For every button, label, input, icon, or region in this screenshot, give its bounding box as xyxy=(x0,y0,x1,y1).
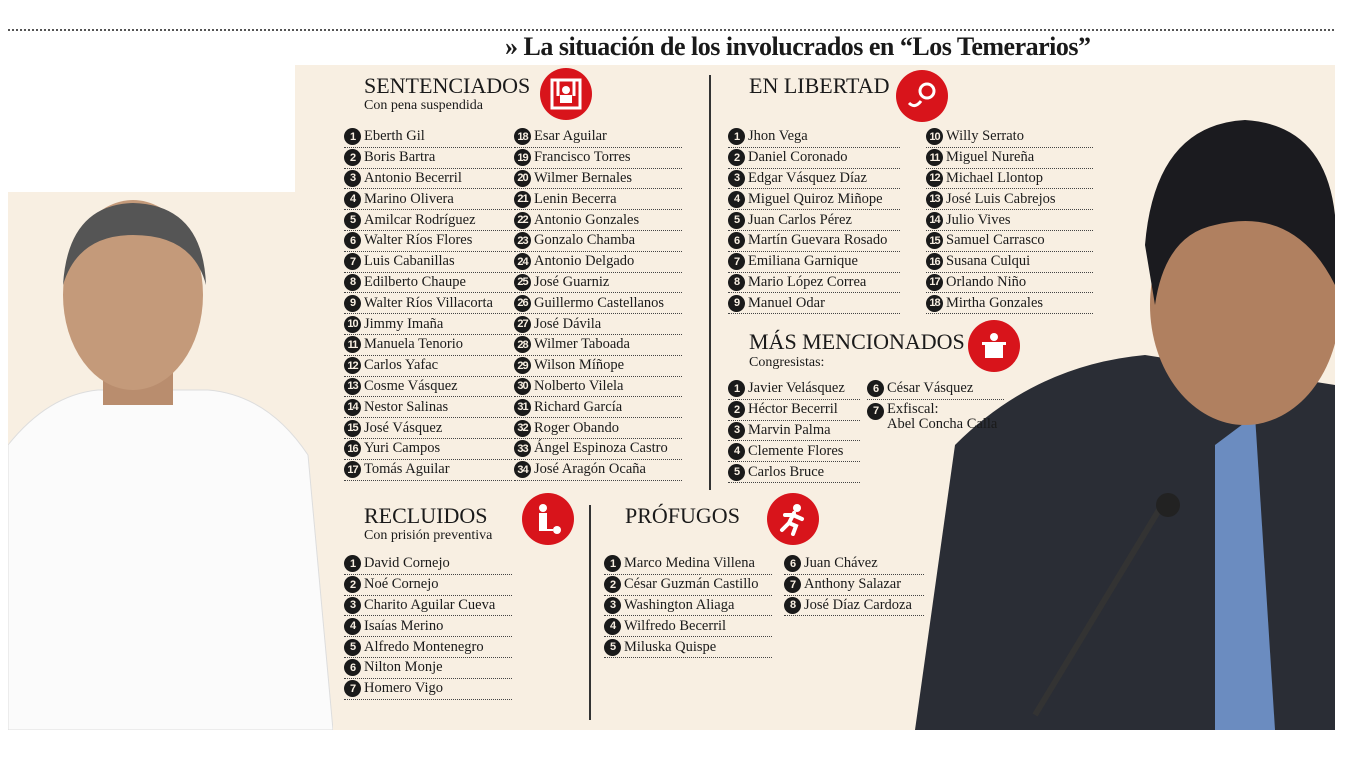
list-number: 9 xyxy=(728,295,745,312)
list-number: 24 xyxy=(514,253,531,270)
podium-speaker-icon xyxy=(968,320,1020,372)
person-name: Cosme Vásquez xyxy=(364,377,458,394)
libertad-heading: EN LIBERTAD xyxy=(749,73,890,98)
list-number: 5 xyxy=(728,464,745,481)
list-number: 23 xyxy=(514,232,531,249)
list-item xyxy=(514,189,682,210)
list-item xyxy=(728,169,900,190)
list-item xyxy=(728,210,900,231)
list-number: 12 xyxy=(344,357,361,374)
sentenciados-heading: SENTENCIADOS xyxy=(364,73,531,98)
list-number: 10 xyxy=(926,128,943,145)
list-item xyxy=(604,554,772,575)
person-name: Emiliana Garnique xyxy=(748,253,858,270)
person-name: Wilson Míñope xyxy=(534,357,625,374)
person-name: Clemente Flores xyxy=(748,442,844,459)
list-number: 5 xyxy=(344,639,361,656)
person-name: Manuela Tenorio xyxy=(364,336,463,353)
list-number: 17 xyxy=(344,461,361,478)
list-item xyxy=(926,189,1093,210)
person-name: César Guzmán Castillo xyxy=(624,576,759,593)
person-name: Javier Velásquez xyxy=(748,380,845,397)
list-number: 10 xyxy=(344,316,361,333)
list-number: 21 xyxy=(514,191,531,208)
mencionados-list-1 xyxy=(728,379,860,483)
left-person-photo xyxy=(8,195,333,730)
list-number: 7 xyxy=(344,680,361,697)
recluidos-list xyxy=(344,554,512,700)
list-number: 28 xyxy=(514,336,531,353)
person-name: Wilmer Taboada xyxy=(534,336,630,353)
list-item xyxy=(344,439,512,460)
profugos-list-1 xyxy=(604,554,772,658)
list-number: 8 xyxy=(728,274,745,291)
person-name: Esar Aguilar xyxy=(534,128,607,145)
list-item xyxy=(344,575,512,596)
list-number: 16 xyxy=(926,253,943,270)
list-item xyxy=(784,554,924,575)
list-item xyxy=(728,293,900,314)
list-item xyxy=(728,441,860,462)
list-item xyxy=(926,273,1093,294)
list-item xyxy=(344,679,512,700)
list-number: 3 xyxy=(344,597,361,614)
person-name: José Luis Cabrejos xyxy=(946,190,1056,207)
person-name: Nestor Salinas xyxy=(364,398,449,415)
list-item xyxy=(514,397,682,418)
person-name: Juan Carlos Pérez xyxy=(748,211,852,228)
person-name: Lenin Becerra xyxy=(534,190,617,207)
list-number: 26 xyxy=(514,295,531,312)
top-dotted-rule xyxy=(8,29,1334,31)
list-item xyxy=(514,314,682,335)
list-item xyxy=(728,462,860,483)
section-divider xyxy=(589,505,591,720)
list-item xyxy=(344,460,512,481)
list-number: 3 xyxy=(604,597,621,614)
person-name: Boris Bartra xyxy=(364,149,436,166)
list-number: 16 xyxy=(344,440,361,457)
list-number: 18 xyxy=(514,128,531,145)
column-divider xyxy=(709,75,711,490)
list-number: 30 xyxy=(514,378,531,395)
list-item xyxy=(344,252,512,273)
list-item xyxy=(344,616,512,637)
person-name: Ángel Espinoza Castro xyxy=(534,440,668,457)
list-item xyxy=(867,379,1004,400)
person-name: Héctor Becerril xyxy=(748,401,838,418)
list-number: 4 xyxy=(604,618,621,635)
person-name: Roger Obando xyxy=(534,419,619,436)
person-name: Tomás Aguilar xyxy=(364,461,450,478)
list-number: 7 xyxy=(867,403,884,420)
person-name: Homero Vigo xyxy=(364,680,444,697)
exfiscal-name: Abel Concha Calla xyxy=(887,416,998,432)
person-name: Antonio Gonzales xyxy=(534,211,640,228)
person-name: Walter Ríos Flores xyxy=(364,232,473,249)
list-item xyxy=(344,637,512,658)
list-number: 18 xyxy=(926,295,943,312)
person-name: César Vásquez xyxy=(887,380,974,397)
list-number: 5 xyxy=(604,639,621,656)
list-number: 5 xyxy=(344,212,361,229)
person-name: Nilton Monje xyxy=(364,659,443,676)
list-item xyxy=(926,252,1093,273)
list-item xyxy=(926,148,1093,169)
person-name: Martín Guevara Rosado xyxy=(748,232,888,249)
list-item xyxy=(728,231,900,252)
list-number: 15 xyxy=(344,420,361,437)
person-name: Juan Chávez xyxy=(804,555,878,572)
list-number: 20 xyxy=(514,170,531,187)
person-name: Samuel Carrasco xyxy=(946,232,1045,249)
person-name: Yuri Campos xyxy=(364,440,441,457)
person-name: Charito Aguilar Cueva xyxy=(364,596,496,613)
person-name: Eberth Gil xyxy=(364,128,425,145)
person-name: Jhon Vega xyxy=(748,128,808,145)
list-item xyxy=(344,596,512,617)
list-number: 11 xyxy=(926,149,943,166)
list-number: 27 xyxy=(514,316,531,333)
list-item xyxy=(514,439,682,460)
person-name: Luis Cabanillas xyxy=(364,253,455,270)
list-item xyxy=(344,335,512,356)
libertad-list-1 xyxy=(728,127,900,314)
list-number: 13 xyxy=(926,191,943,208)
person-name: Francisco Torres xyxy=(534,149,631,166)
list-item xyxy=(344,293,512,314)
list-number: 7 xyxy=(344,253,361,270)
person-name: Noé Cornejo xyxy=(364,576,439,593)
person-name: Nolberto Vilela xyxy=(534,377,624,394)
mencionados-list-2 xyxy=(867,379,1004,400)
person-name: Carlos Yafac xyxy=(364,357,439,374)
list-number: 6 xyxy=(784,555,801,572)
list-number: 3 xyxy=(344,170,361,187)
list-number: 2 xyxy=(344,149,361,166)
list-number: 34 xyxy=(514,461,531,478)
list-number: 25 xyxy=(514,274,531,291)
exfiscal-entry xyxy=(867,402,1004,432)
list-item xyxy=(514,460,682,481)
list-item xyxy=(344,658,512,679)
list-number: 8 xyxy=(344,274,361,291)
list-item xyxy=(344,210,512,231)
list-item xyxy=(784,575,924,596)
person-name: Miguel Quiroz Miñope xyxy=(748,190,883,207)
list-number: 6 xyxy=(344,232,361,249)
person-name: Miluska Quispe xyxy=(624,638,717,655)
list-number: 17 xyxy=(926,274,943,291)
list-number: 3 xyxy=(728,170,745,187)
person-name: José Vásquez xyxy=(364,419,443,436)
person-name: Isaías Merino xyxy=(364,617,444,634)
list-number: 1 xyxy=(344,128,361,145)
mencionados-heading: MÁS MENCIONADOS xyxy=(749,329,965,354)
person-name: Antonio Delgado xyxy=(534,253,635,270)
person-name: Miguel Nureña xyxy=(946,149,1035,166)
list-number: 13 xyxy=(344,378,361,395)
open-handcuffs-icon xyxy=(896,70,948,122)
list-number: 8 xyxy=(784,597,801,614)
prisoner-ball-chain-icon xyxy=(522,493,574,545)
list-item xyxy=(514,273,682,294)
exfiscal-label: Exfiscal: xyxy=(887,401,939,417)
list-number: 7 xyxy=(728,253,745,270)
mencionados-subheading: Congresistas: xyxy=(749,355,825,370)
list-number: 15 xyxy=(926,232,943,249)
list-number: 6 xyxy=(344,659,361,676)
list-number: 4 xyxy=(344,191,361,208)
list-item xyxy=(728,127,900,148)
person-name: Mario López Correa xyxy=(748,273,867,290)
list-number: 1 xyxy=(728,380,745,397)
list-item xyxy=(514,210,682,231)
list-item xyxy=(344,231,512,252)
list-item xyxy=(926,127,1093,148)
list-number: 4 xyxy=(344,618,361,635)
profugos-list-2 xyxy=(784,554,924,616)
list-item xyxy=(926,169,1093,190)
list-item xyxy=(344,148,512,169)
person-name: Amilcar Rodríguez xyxy=(364,211,476,228)
list-item xyxy=(514,231,682,252)
person-name: Daniel Coronado xyxy=(748,149,848,166)
list-number: 5 xyxy=(728,212,745,229)
list-item xyxy=(784,596,924,617)
person-name: José Dávila xyxy=(534,315,602,332)
list-number: 4 xyxy=(728,443,745,460)
list-item xyxy=(344,377,512,398)
list-number: 1 xyxy=(604,555,621,572)
list-item xyxy=(344,127,512,148)
list-item xyxy=(344,356,512,377)
list-item xyxy=(344,397,512,418)
list-item xyxy=(926,210,1093,231)
list-item xyxy=(514,127,682,148)
person-name: Edilberto Chaupe xyxy=(364,273,466,290)
list-item xyxy=(728,379,860,400)
list-item xyxy=(514,293,682,314)
list-item xyxy=(604,637,772,658)
list-number: 11 xyxy=(344,336,361,353)
profugos-heading: PRÓFUGOS xyxy=(625,503,740,528)
list-item xyxy=(604,596,772,617)
person-name: Carlos Bruce xyxy=(748,463,825,480)
list-item xyxy=(728,273,900,294)
running-man-icon xyxy=(767,493,819,545)
person-name: Orlando Niño xyxy=(946,273,1027,290)
list-item xyxy=(604,616,772,637)
recluidos-heading: RECLUIDOS xyxy=(364,503,488,528)
list-number: 2 xyxy=(344,576,361,593)
list-number: 14 xyxy=(344,399,361,416)
list-item xyxy=(604,575,772,596)
list-number: 12 xyxy=(926,170,943,187)
person-name: Alfredo Montenegro xyxy=(364,638,484,655)
list-item xyxy=(514,418,682,439)
person-name: José Aragón Ocaña xyxy=(534,461,646,478)
list-item xyxy=(514,356,682,377)
list-item xyxy=(728,189,900,210)
list-number: 22 xyxy=(514,212,531,229)
sentenciados-list-2 xyxy=(514,127,682,481)
list-item xyxy=(514,169,682,190)
person-name: Richard García xyxy=(534,398,623,415)
list-number: 7 xyxy=(784,576,801,593)
person-name: Guillermo Castellanos xyxy=(534,294,665,311)
list-number: 2 xyxy=(604,576,621,593)
list-number: 1 xyxy=(728,128,745,145)
person-name: Julio Vives xyxy=(946,211,1011,228)
recluidos-subheading: Con prisión preventiva xyxy=(364,528,493,543)
person-name: Willy Serrato xyxy=(946,128,1024,145)
person-name: Edgar Vásquez Díaz xyxy=(748,169,867,186)
list-item xyxy=(514,335,682,356)
person-name: Mirtha Gonzales xyxy=(946,294,1044,311)
list-item xyxy=(344,314,512,335)
list-item xyxy=(514,252,682,273)
list-number: 32 xyxy=(514,420,531,437)
libertad-list-2 xyxy=(926,127,1093,314)
list-number: 1 xyxy=(344,555,361,572)
list-number: 2 xyxy=(728,149,745,166)
person-name: Susana Culqui xyxy=(946,253,1031,270)
list-item xyxy=(344,554,512,575)
list-item xyxy=(344,273,512,294)
jail-icon xyxy=(540,68,592,120)
list-number: 6 xyxy=(867,380,884,397)
person-name: José Guarniz xyxy=(534,273,610,290)
list-number: 14 xyxy=(926,212,943,229)
list-number: 9 xyxy=(344,295,361,312)
list-number: 31 xyxy=(514,399,531,416)
person-name: Jimmy Imaña xyxy=(364,315,444,332)
list-item xyxy=(344,418,512,439)
list-item xyxy=(926,231,1093,252)
person-name: Marvin Palma xyxy=(748,421,831,438)
person-name: Marco Medina Villena xyxy=(624,555,755,572)
person-name: David Cornejo xyxy=(364,555,450,572)
person-name: Marino Olivera xyxy=(364,190,454,207)
list-item xyxy=(728,400,860,421)
person-name: Wilmer Bernales xyxy=(534,169,633,186)
person-name: Michael Llontop xyxy=(946,169,1044,186)
list-number: 6 xyxy=(728,232,745,249)
list-item xyxy=(728,421,860,442)
list-item xyxy=(728,148,900,169)
person-name: Manuel Odar xyxy=(748,294,825,311)
list-item xyxy=(344,169,512,190)
sentenciados-subheading: Con pena suspendida xyxy=(364,98,483,113)
list-item xyxy=(514,148,682,169)
person-name: Antonio Becerril xyxy=(364,169,462,186)
list-number: 3 xyxy=(728,422,745,439)
person-name: José Díaz Cardoza xyxy=(804,596,912,613)
list-number: 2 xyxy=(728,401,745,418)
list-item xyxy=(514,377,682,398)
list-item xyxy=(728,252,900,273)
person-name: Wilfredo Becerril xyxy=(624,617,727,634)
person-name: Gonzalo Chamba xyxy=(534,232,636,249)
page-title: » La situación de los involucrados en “Los Temerarios” xyxy=(505,32,1091,61)
list-number: 19 xyxy=(514,149,531,166)
list-number: 29 xyxy=(514,357,531,374)
sentenciados-list-1 xyxy=(344,127,512,481)
person-name: Walter Ríos Villacorta xyxy=(364,294,493,311)
list-number: 4 xyxy=(728,191,745,208)
list-item xyxy=(926,293,1093,314)
list-item xyxy=(344,189,512,210)
list-number: 33 xyxy=(514,440,531,457)
person-name: Anthony Salazar xyxy=(804,576,902,593)
person-name: Washington Aliaga xyxy=(624,596,735,613)
